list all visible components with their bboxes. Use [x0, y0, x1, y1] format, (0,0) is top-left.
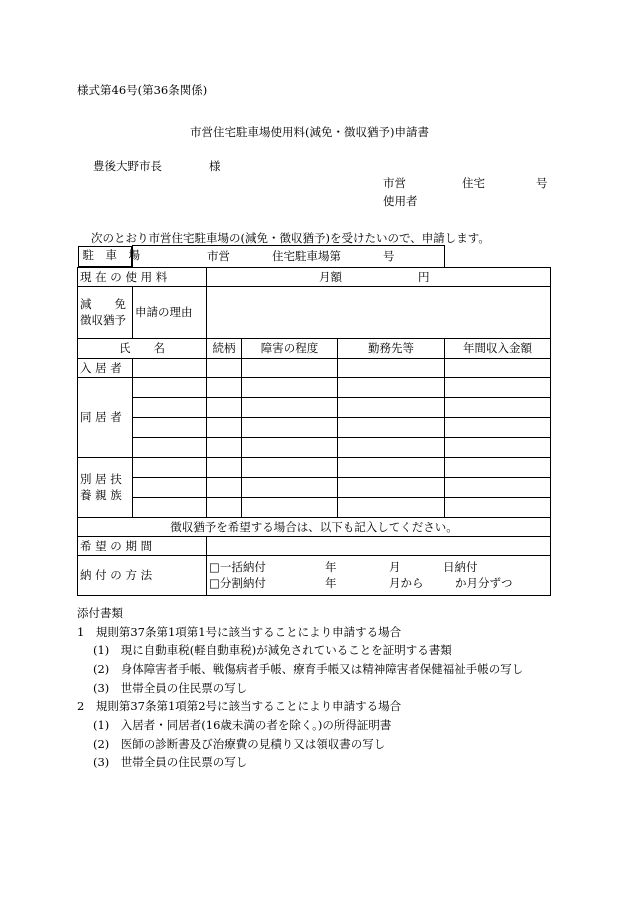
fee-suffix: 円: [418, 269, 430, 284]
list-item: (1) 入居者・同居者(16歳未満の者を除く。)の所得証明書: [93, 718, 392, 732]
workplace-cell[interactable]: [338, 437, 445, 457]
period-row: [78, 536, 551, 555]
deferral-note: 徴収猶予を希望する場合は、以下も記入してください。: [78, 517, 551, 536]
table-row: [78, 358, 551, 377]
disability-cell[interactable]: [242, 397, 338, 417]
honorific: 様: [209, 159, 221, 173]
income-cell[interactable]: [445, 358, 551, 377]
intro-text: 次のとおり市営住宅駐車場の(減免・徴収猶予)を受けたいので、申請します。: [91, 231, 490, 245]
name-cell[interactable]: [133, 497, 207, 517]
workplace-cell[interactable]: [338, 377, 445, 397]
lump-year: 年: [325, 560, 337, 574]
row-separate-line2: 養 親 族: [80, 488, 122, 502]
income-cell[interactable]: [445, 437, 551, 457]
income-cell[interactable]: [445, 397, 551, 417]
name-cell[interactable]: [133, 358, 207, 377]
relation-cell[interactable]: [207, 417, 242, 437]
list-item: (1) 現に自動車税(軽自動車税)が減免されていることを証明する書類: [93, 643, 452, 657]
lump-sum-checkbox[interactable]: □一括納付: [209, 560, 266, 574]
reason-row: [78, 286, 551, 338]
applicant-prefix: 市営: [383, 176, 406, 190]
lump-day: 日納付: [443, 560, 478, 574]
split-month: 月から: [389, 576, 424, 590]
row-cohabitant-label: 同 居 者: [78, 377, 133, 457]
form-number: 様式第46号(第36条関係): [77, 83, 208, 97]
relation-cell[interactable]: [207, 397, 242, 417]
installment-checkbox[interactable]: □分割納付: [209, 576, 266, 590]
income-cell[interactable]: [445, 457, 551, 477]
table-row: [78, 497, 551, 517]
attachments-heading: 添付書類: [77, 606, 123, 620]
income-cell[interactable]: [445, 477, 551, 497]
application-table: [77, 245, 551, 596]
applicant-label: 使用者: [383, 194, 418, 208]
reason-label-cell: [133, 286, 207, 338]
relation-cell[interactable]: [207, 377, 242, 397]
fee-label-cell: [78, 267, 207, 286]
income-cell[interactable]: [445, 497, 551, 517]
lump-month: 月: [389, 560, 401, 574]
parking-prefix: 市営: [207, 249, 230, 264]
parking-value-cell[interactable]: [133, 246, 445, 268]
row-resident-label: 入 居 者: [78, 358, 133, 377]
fee-value-cell[interactable]: [207, 267, 551, 286]
col-workplace: 勤務先等: [338, 338, 445, 358]
row-separate-label: [78, 457, 133, 517]
reduction-line2: 徴収猶予: [80, 313, 126, 327]
fee-row: [78, 267, 551, 286]
workplace-cell[interactable]: [338, 457, 445, 477]
disability-cell[interactable]: [242, 417, 338, 437]
period-label: 希 望 の 期 間: [78, 536, 207, 555]
workplace-cell[interactable]: [338, 497, 445, 517]
list-item: (2) 身体障害者手帳、戦傷病者手帳、療育手帳又は精神障害者保健福祉手帳の写し: [93, 662, 524, 676]
parking-row: [78, 246, 551, 268]
relation-cell[interactable]: [207, 437, 242, 457]
parking-mid: 住宅駐車場第: [272, 249, 341, 264]
table-row: [78, 477, 551, 497]
parking-label: 駐 車 場: [82, 247, 140, 262]
col-relation: 続柄: [207, 338, 242, 358]
disability-cell[interactable]: [242, 377, 338, 397]
fee-prefix: 月額: [319, 269, 342, 284]
relation-cell[interactable]: [207, 457, 242, 477]
col-disability: 障害の程度: [242, 338, 338, 358]
list-item: 1 規則第37条第1項第1号に該当することにより申請する場合: [77, 625, 402, 639]
table-row: [78, 417, 551, 437]
row-separate-line1: 別 居 扶: [80, 472, 122, 486]
period-input[interactable]: [207, 536, 551, 555]
disability-cell[interactable]: [242, 437, 338, 457]
list-item: (3) 世帯全員の住民票の写し: [93, 755, 248, 769]
relation-cell[interactable]: [207, 497, 242, 517]
table-row: [78, 397, 551, 417]
fee-label: 現 在 の 使 用 料: [80, 269, 168, 284]
deferral-note-row: [78, 517, 551, 536]
list-item: (3) 世帯全員の住民票の写し: [93, 681, 248, 695]
workplace-cell[interactable]: [338, 397, 445, 417]
table-row: [78, 377, 551, 397]
table-row: [78, 437, 551, 457]
parking-label-cell: [78, 246, 140, 267]
addressee: 豊後大野市長: [93, 159, 162, 173]
reduction-line1: 減 免: [80, 297, 126, 311]
split-every: か月分ずつ: [455, 576, 513, 590]
relation-cell[interactable]: [207, 477, 242, 497]
name-cell[interactable]: [133, 417, 207, 437]
list-item: 2 規則第37条第1項第2号に該当することにより申請する場合: [77, 699, 402, 713]
name-cell[interactable]: [133, 397, 207, 417]
payment-row: [78, 555, 551, 595]
disability-cell[interactable]: [242, 457, 338, 477]
disability-cell[interactable]: [242, 358, 338, 377]
relation-cell[interactable]: [207, 358, 242, 377]
income-cell[interactable]: [445, 377, 551, 397]
list-item: (2) 医師の診断書及び治療費の見積り又は領収書の写し: [93, 737, 386, 751]
col-name: 氏 名: [78, 338, 207, 358]
workplace-cell[interactable]: [338, 477, 445, 497]
reason-input[interactable]: [207, 286, 551, 338]
disability-cell[interactable]: [242, 497, 338, 517]
name-cell[interactable]: [133, 437, 207, 457]
workplace-cell[interactable]: [338, 417, 445, 437]
income-cell[interactable]: [445, 417, 551, 437]
header-row: [78, 338, 551, 358]
parking-suffix: 号: [383, 249, 395, 264]
reason-label: 申請の理由: [135, 305, 193, 319]
reduction-label-cell: [78, 286, 133, 338]
name-cell[interactable]: [133, 477, 207, 497]
workplace-cell[interactable]: [338, 358, 445, 377]
applicant-suffix: 号: [536, 176, 548, 190]
table-row: [78, 457, 551, 477]
split-year: 年: [325, 576, 337, 590]
page-title: 市営住宅駐車場使用料(減免・徴収猶予)申請書: [190, 125, 429, 139]
applicant-mid: 住宅: [462, 176, 485, 190]
name-cell[interactable]: [133, 457, 207, 477]
name-cell[interactable]: [133, 377, 207, 397]
payment-label: 納 付 の 方 法: [78, 555, 207, 595]
disability-cell[interactable]: [242, 477, 338, 497]
payment-options: [207, 555, 551, 595]
col-income: 年間収入金額: [445, 338, 551, 358]
